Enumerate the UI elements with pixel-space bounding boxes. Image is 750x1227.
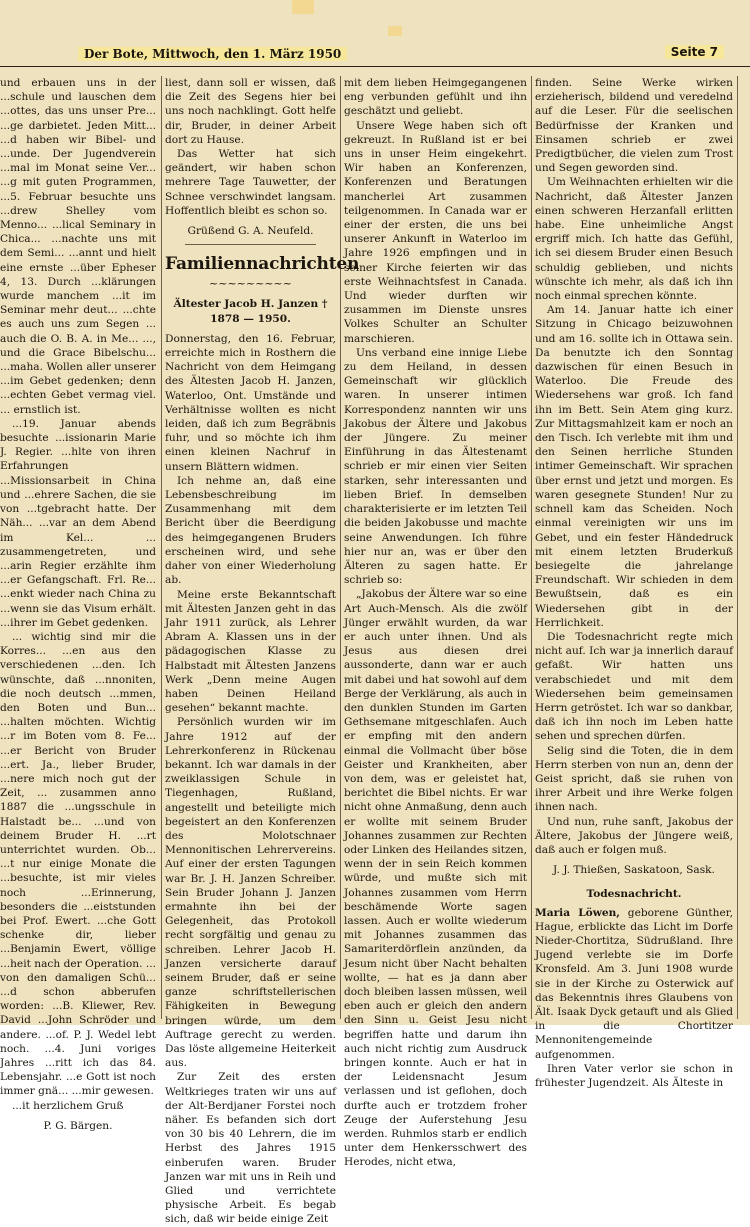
paragraph: Unsere Wege haben sich oft gekreuzt. In Rußland ist er bei uns in unser Heim eingekehrt. Wir haben an Konferenzen, Konferenzen und Beratungen mancherlei Art zusammen teilgenommen. In Canada war er einer der ersten, die uns bei unserer Ankunft in Waterloo im Jahre 1926 empfingen und in seiner Kirche feierten wir das erste Weihnachtsfest in Canada. Und wieder durften wir zusammen im Dienste unsres Volkes Schulter an Schulter marschieren. bbox=[344, 119, 527, 345]
masthead-date: Der Bote, Mittwoch, den 1. März 1950 bbox=[78, 47, 347, 61]
paragraph: Persönlich wurden wir im Jahre 1912 auf der Lehrerkonferenz in Rückenau bekannt. Ich war damals in der zweiklassigen Schule in Tiegenhagen, Rußland, angestellt und beteiligte mich begeistert an den Konferenzen des Molotschnaer Mennonitischen Lehrervereins. Auf einer der ersten Tagungen war Br. J. H. Janzen Schreiber. Sein Bruder Johann J. Janzen ermahnte ihn bei der Gelegenheit, das Protokoll recht sorgfältig und genau zu schreiben. Lehrer Jacob H. Janzen versicherte darauf seinem Bruder, daß er seine ganze schriftstellerischen Fähigkeiten in Bewegung bringen würde, um dem Auftrage gerecht zu werden. Das löste allgemeine Heiterkeit aus. bbox=[165, 716, 336, 1070]
paragraph: mit dem lieben Heimgegangenen eng verbunden gefühlt und ihn geschätzt und geliebt. bbox=[344, 77, 527, 118]
column-4 bbox=[535, 76, 733, 1090]
page-number: Seite 7 bbox=[665, 45, 724, 59]
closing-line: ...it herzlichem Gruß bbox=[12, 1099, 124, 1112]
paragraph: Um Weihnachten erhielten wir die Nachricht, daß Ältester Janzen einen schweren Herzanfall erlitten habe. Eine unheimliche Angst ergriff mich. Ich hatte das Gefühl, ich sei diesem Bruder einen Besuch schuldig geblieben, und nichts wünschte ich mehr, als daß ich ihn noch einmal sprechen könnte. bbox=[535, 176, 733, 303]
paragraph: Donnerstag, den 16. Februar, erreichte mich in Rosthern die Nachricht von dem Heimgang des Ältesten Jacob H. Janzen, Waterloo, Ont. Umstände und Verhältnisse wollten es nicht leiden, daß ich zum Begräbnis fuhr, und so möchte ich ihm einen kleinen Nachruf in unsern Blättern widmen. bbox=[165, 332, 336, 473]
paragraph: „Jakobus der Ältere war so eine Art Auch-Mensch. Als die zwölf Jünger erwählt wurden, da war er auch unter ihnen. Und als Jesus aus diesen drei aussonderte, dann war er auch mit dabei und hat sowohl auf dem Berge der Verklärung, als auch in den dunklen Stunden im Garten Gethsemane mitgeschlafen. Auch er empfing mit den andern einmal die Vollmacht über böse Geister und Krankheiten, aber von dem, was er geleistet hat, berichtet die Bibel nichts. Er war nicht ohne Anmaßung, denn auch er wollte mit seinem Bruder Johannes zusammen zur Rechten oder Linken des Heilandes sitzen, wenn der in sein Reich kommen würde, und mußte sich mit Johannes zusammen vom Herrn beschämende Worte sagen lassen. Auch er wollte wiederum mit Johannes zusammen das Samariterdörflein anzünden, da Jesum nicht über Nacht behalten wollte, — hat es ja dann aber doch bleiben lassen müssen, weil eben auch er gleich den andern den Sinn u. Geist Jesu nicht begriffen hatte und darum ihn auch nicht richtig zum Ausdruck bringen konnte. Auch er hat in der Leidensnacht Jesum verlassen und ist geflohen, doch durfte auch er trotzdem froher Zeuge der Auferstehung Jesu werden. Ruhmlos starb er endlich unter dem Henkersschwert des Herodes, nicht etwa, bbox=[344, 588, 527, 1169]
deceased-name: Maria Löwen, bbox=[535, 906, 620, 919]
ornament: ~~~~~~~~~ bbox=[209, 277, 292, 291]
article-columns bbox=[0, 76, 750, 1226]
paragraph: Das Wetter hat sich geändert, wir haben schon mehrere Tage Tauwetter, der Schnee verschwindet langsam. Hoffentlich bleibt es schon so. bbox=[165, 148, 336, 217]
page-header bbox=[0, 44, 750, 67]
paragraph: Ihren Vater verlor sie schon in frühester Jugendzeit. Als Älteste in bbox=[535, 1062, 733, 1090]
paragraph: Uns verband eine innige Liebe zu dem Heiland, in dessen Gemeinschaft wir glücklich waren. In unserer intimen Korrespondenz nannten wir uns Jakobus der Ältere und Jakobus der Jüngere. Zu meiner Einführung in das Ältestenamt schrieb er mir einen vier Seiten starken, sehr interessanten und lieben Brief. In demselben charakterisierte er im letzten Teil die beiden Jakobusse und machte seine Anwendungen. Ich führe hier nur an, was er über den Älteren zu sagen hatte. Er schrieb so: bbox=[344, 346, 527, 587]
paragraph: Die Todesnachricht regte mich nicht auf. Ich war ja innerlich darauf gefaßt. Wir hatten uns verabschiedet und mit dem Wiedersehen beim gemeinsamen Herrn getröstet. Ich war so dankbar, daß ich ihn noch im Leben hatte sehen und sprechen dürfen. bbox=[535, 630, 733, 743]
signature: Grüßend G. A. Neufeld. bbox=[187, 225, 314, 238]
paragraph: Selig sind die Toten, die in dem Herrn sterben von nun an, denn der Geist spricht, daß sie ruhen von ihrer Arbeit und ihre Werke folgen ihnen nach. bbox=[535, 744, 733, 814]
signature: J. J. Thießen, Saskatoon, Sask. bbox=[553, 864, 715, 877]
paragraph: Und nun, ruhe sanft, Jakobus der Ältere, Jakobus der Jüngere weiß, daß auch er folgen muß. bbox=[535, 815, 733, 856]
paragraph: Meine erste Bekanntschaft mit Ältesten Janzen geht in das Jahr 1911 zurück, als Lehrer Abram A. Klassen uns in der pädagogischen Klasse zu Halbstadt mit Ältesten Janzens Werk „Denn meine Augen haben Deinen Heiland gesehen“ bekannt machte. bbox=[165, 588, 336, 715]
tape-strip bbox=[388, 26, 402, 36]
paragraph: liest, dann soll er wissen, daß die Zeit des Segens hier bei uns noch nachklingt. Gott helfe dir, Bruder, in deiner Arbeit dort zu Hause. bbox=[165, 77, 336, 146]
signature: P. G. Bärgen. bbox=[43, 1119, 113, 1132]
paragraph: finden. Seine Werke wirken erzieherisch, bildend und veredelnd auf die Leser. Für die seelischen Bedürfnisse der Kranken und Einsamen schrieb er zwei Predigtbücher, die vielen zum Trost und Segen geworden sind. bbox=[535, 77, 733, 175]
column-3 bbox=[344, 76, 527, 1169]
divider bbox=[185, 244, 316, 245]
paragraph: und erbauen uns in der ...schule und lauschen dem ...ottes, das uns unser Pre... ...ge darbietet. Jeden Mitt... ...d haben wir Bibel- und ...unde. Der Jugendverein ...mal im Monat seine Ver... ...g mit guten Programmen, ...5. Februar besuchte uns ...drew Shelley vom Menno... ...lical Seminary in Chica... ...nachte uns mit dem Semi... ...annt und hielt eine ernste ...über Epheser 4, 13. Durch ...klärungen wurde manchem ...it im Seminar mehr deut... ...chte es auch uns zum Segen ... auch die O. B. A. in Me... ..., und die Grace Bibelschu... ...maha. Wollen aller unserer ...im Gebet gedenken; denn ...echten Gebet vermag viel. ... ernstlich ist. bbox=[0, 77, 156, 416]
paragraph bbox=[535, 906, 733, 1062]
column-1 bbox=[0, 76, 156, 1132]
notice-title: Todesnachricht. bbox=[586, 888, 682, 901]
column-2 bbox=[165, 76, 360, 1226]
tape-strip bbox=[292, 0, 314, 14]
obituary-heading: Ältester Jacob H. Janzen † 1878 — 1950. bbox=[173, 298, 328, 325]
paragraph: Ich nehme an, daß eine Lebensbeschreibung im Zusammenhang mit dem Bericht über die Beerdigung des heimgegangenen Bruders erscheinen wird, und sehe daher von einer Wiederholung ab. bbox=[165, 474, 336, 587]
paragraph: Zur Zeit des ersten Weltkrieges traten wir uns auf der Alt-Berdjaner Forstei noch näher. Es befanden sich dort von 30 bis 40 Lehrern, die im Herbst des Jahres 1915 einberufen waren. Bruder Janzen war mit uns in Reih und Glied und verrichtete physische Arbeit. Es begab sich, daß wir beide einige Zeit bbox=[165, 1071, 336, 1226]
paragraph: Am 14. Januar hatte ich einer Sitzung in Chicago beizuwohnen und am 16. sollte ich in Ottawa sein. Da benutzte ich den Sonntag dazwischen für einen Besuch in Waterloo. Die Freude des Wiedersehens war groß. Ich fand ihn im Bett. Sein Atem ging kurz. Zur Mittagsmahlzeit kam er noch an den Tisch. Ich verlebte mit ihm und den Seinen herrliche Stunden intimer Gemeinschaft. Wir sprachen über ernst und jetzt und morgen. Es waren gesegnete Stunden! Nur zu schnell kam das Scheiden. Noch einmal vereinigten wir uns im Gebet, und ein fester Händedruck mit einem letzten Bruderkuß besiegelte die jahrelange Freundschaft. Wir schieden in dem Bewußtsein, daß es ein Wiedersehen gibt in der Herrlichkeit. bbox=[535, 304, 733, 629]
section-title: Familiennachrichten bbox=[165, 254, 360, 275]
paragraph-text: geborene Günther, Hague, erblickte das Licht im Dorfe Nieder-Chortitza, Südrußland. Ihre Jugend verlebte sie im Dorfe Kronsfeld. Am 3. Juni 1908 wurde sie in der Kirche zu Osterwick auf das Bekenntnis ihres Glaubens von Ält. Isaak Dyck getauft und als Glied in die Chortitzer Mennonitengemeinde aufgenommen. bbox=[535, 906, 733, 1061]
paragraph: ...19. Januar abends besuchte ...issionarin Marie J. Regier. ...hlte von ihren Erfahrungen ...Missionsarbeit in China und ...ehrere Sachen, die sie von ...tgebracht hatte. Der Näh... ...var an dem Abend im Kel... ... zusammengetreten, und ...arin Regier erzählte ihm ...er Gefangschaft. Frl. Re... ...enkt wieder nach China zu ...wenn sie das Visum erhält. ...ihrer im Gebet gedenken. bbox=[0, 417, 156, 629]
paragraph: ... wichtig sind mir die Korres... ...en aus den verschiedenen ...den. Ich wünschte, daß ...nnoniten, die noch deutsch ...mmen, den Boten und Bun... ...halten möchten. Wichtig ...r im Boten vom 8. Fe... ...er Bericht von Bruder ...ert. Ja., lieber Bruder, ...nere mich noch gut der Zeit, ... zusammen anno 1887 die ...ungsschule in Halstadt be... ...und von deinem Bruder H. ...rt unterrichtet wurden. Ob... ...t nur einige Monate die ...besuchte, ist mir vieles noch ...Erinnerung, besonders die ...eiststunden bei Prof. Ewert. ...che Gott schenke dir, lieber ...Benjamin Ewert, völlige ...heit nach der Operation. ... von den damaligen Schü... ...d schon abberufen worden: ...B. Kliewer, Rev. David ...John Schröder und andere. ...of. P. J. Wedel lebt noch. ...4. Juni voriges Jahres ...ritt ich das 84. Lebensjahr. ...e Gott ist noch immer gnä... ...mir gewesen. bbox=[0, 630, 156, 1098]
